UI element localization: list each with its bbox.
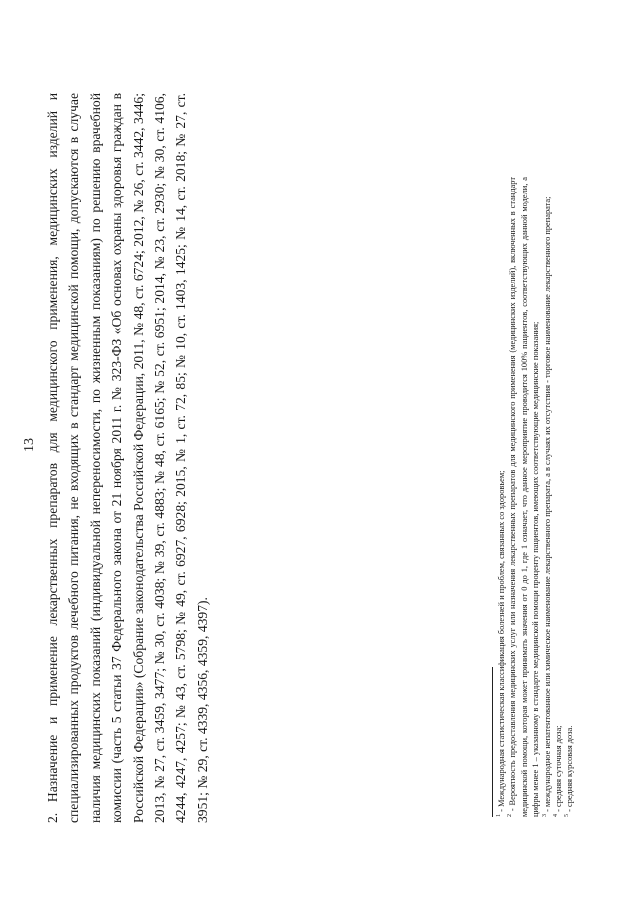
footnote-mark: 4 (553, 814, 560, 817)
body-paragraph: 2. Назначение и применение лекарственных препаратов для медицинского применения, медицинских изделий и специализированных продуктов лечебного питания, не входящих в стандарт медицинской помощи, допускаются в случае наличия медицинских показаний (индивидуальной непереносимости, по жизненным показаниям) по решению врачебной комиссии (часть 5 статьи 37 Федерального закона от 21 ноября 2011 г. № 323-ФЗ «Об основах охраны здоровья граждан в Российской Федерации» (Собрание законодательства Российской Федерации, 2011, № 48, ст. 6724; 2012, № 26, ст. 3442, 3446; 2013, № 27, ст. 3459, 3477; № 30, ст. 4038; № 39, ст. 4883; № 48, ст. 6165; № 52, ст. 6951; 2014, № 23, ст. 2930; № 30, ст. 4106, 4244, 4247, 4257; № 43, ст. 5798; № 49, ст. 6927, 6928; 2015, № 1, ст. 72, 85; № 10, ст. 1403, 1425; № 14, ст. 2018; № 27, ст. 3951; № 29, ст. 4339, 4356, 4359, 4397). (45, 93, 210, 823)
footnote-mark: 2 (507, 814, 514, 817)
footnote-text: - международное непатентованное или химическое наименование лекарственного препарата, а в случаях их отсутствия - торговое наименование лекарственного препарата; (542, 196, 552, 814)
footnote-mark: 1 (496, 814, 503, 817)
footnote-item (496, 177, 507, 817)
footnote-mark: 5 (564, 814, 571, 817)
footnote-item (542, 177, 553, 817)
footnote-text: - средняя курсовая доза. (565, 725, 575, 814)
footnote-mark: 3 (541, 814, 548, 817)
footnote-text: - Международная статистическая классификация болезней и проблем, связанных со здоровьем; (497, 470, 506, 814)
page-number: 13 (22, 438, 37, 452)
footnote-divider (492, 667, 493, 817)
footnote-item (507, 177, 541, 817)
footnote-item (564, 177, 575, 817)
footnote-text: - средняя суточная доза; (554, 725, 564, 814)
footnotes-list (496, 177, 576, 817)
footnote-text: - Вероятность предоставления медицинских услуг или назначения лекарственных препаратов для медицинского применения (медицинских изделий), включенных в стандарт медицинской помощи, которая может принимать значения от 0 до 1, где 1 означает, что данное мероприятие проводится 100% пациентов, соответствующих данной модели, а цифры менее 1 – указанному в стандарте медицинской помощи проценту пациентов, имеющих соответствующие медицинские показания; (508, 177, 541, 817)
footnote-item (553, 177, 564, 817)
